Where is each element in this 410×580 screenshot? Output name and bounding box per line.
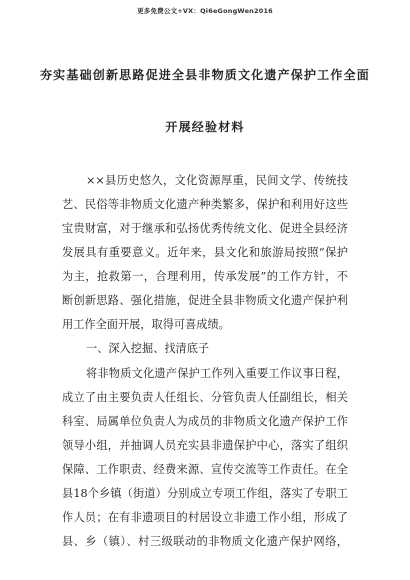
paragraph-line: 宝贵财富，对于继承和弘扬优秀传统文化、促进全县经济 xyxy=(62,222,348,235)
paragraph-line: 科室、局属单位负责人为成员的非物质文化遗产保护工作 xyxy=(62,415,348,428)
paragraph-line: 用工作全面开展，取得可喜成绩。 xyxy=(62,318,230,331)
paragraph-line: 艺、民俗等非物质文化遗产种类繁多，保护和利用好这些 xyxy=(62,198,348,211)
section-heading: 一、深入挖掘、找清底子 xyxy=(86,342,210,355)
document-title-line-2: 开展经验材料 xyxy=(165,120,245,134)
paragraph-line: 断创新思路、强化措施，促进全县非物质文化遗产保护利 xyxy=(62,294,348,307)
paragraph-line: 为主，抢救第一，合理利用，传承发展”的工作方针，不 xyxy=(62,270,348,283)
paragraph-line: ××县历史悠久，文化资源厚重，民间文学、传统技 xyxy=(86,174,348,187)
paragraph-line: 作人员；在有非遗项目的村居设立非遗工作小组，形成了 xyxy=(62,511,348,524)
paragraph-line: 将非物质文化遗产保护工作列入重要工作议事日程， xyxy=(86,367,348,380)
paragraph-line: 县18个乡镇（街道）分别成立专项工作组，落实了专职工 xyxy=(62,487,348,500)
paragraph-line: 领导小组，并抽调人员充实县非遗保护中心，落实了组织 xyxy=(62,439,348,452)
top-banner-text: 更多免费公文+VX：Qi6eGongWen2016 xyxy=(137,7,273,15)
paragraph-line: 发展具有重要意义。近年来，县文化和旅游局按照“保护 xyxy=(62,246,348,259)
document-title-line-1: 夯实基础创新思路促进全县非物质文化遗产保护工作全面 xyxy=(39,68,370,82)
paragraph-line: 成立了由主要负责人任组长、分管负责人任副组长，相关 xyxy=(62,391,348,404)
paragraph-line: 县、乡（镇）、村三级联动的非物质文化遗产保护网络， xyxy=(62,535,348,548)
paragraph-line: 保障、工作职责、经费来源、宣传交流等工作责任。在全 xyxy=(62,463,348,476)
